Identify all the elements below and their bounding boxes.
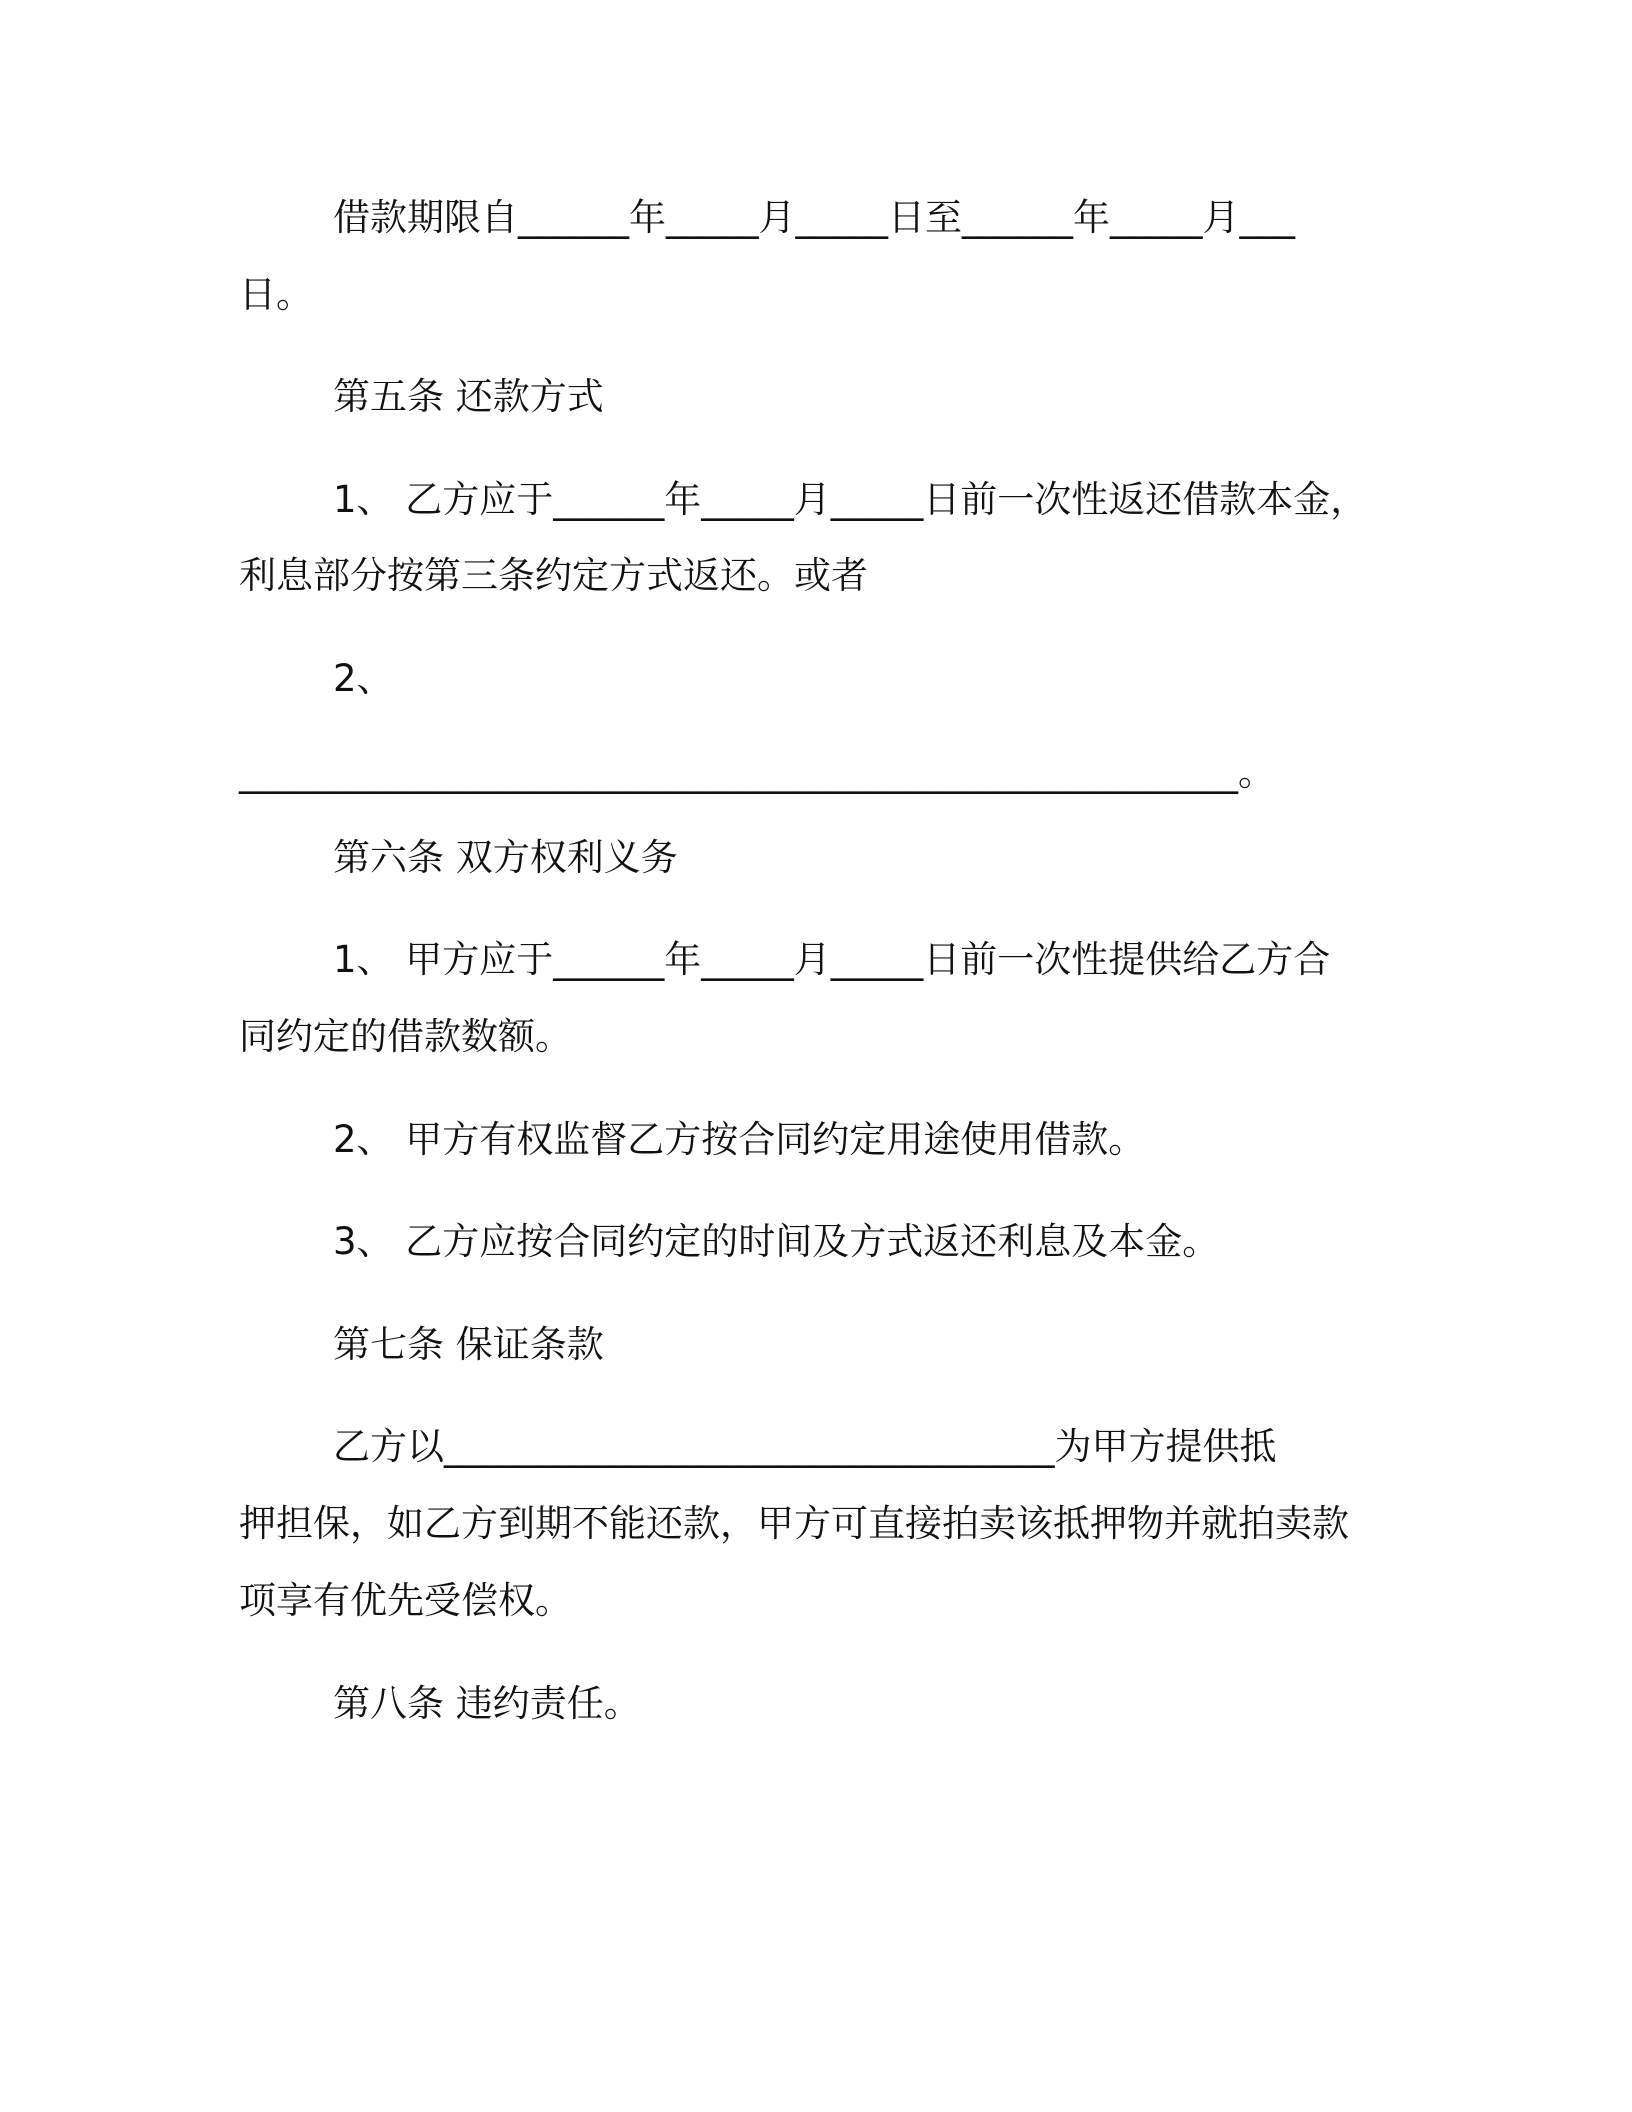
rights-clause-1: 1、 甲方应于______年_____月_____日前一次性提供给乙方合 [333, 938, 1331, 981]
guarantee-clause-cont-1: 押担保，如乙方到期不能还款，甲方可直接拍卖该抵押物并就拍卖款 [239, 1502, 1349, 1545]
rights-clause-3: 3、 乙方应按合同约定的时间及方式返还利息及本金。 [333, 1220, 1220, 1263]
repayment-clause-1-cont: 利息部分按第三条约定方式返还。或者 [239, 554, 868, 597]
repayment-clause-2-blank: ______________________________________________________。 [239, 751, 1275, 794]
article-7-heading: 第七条 保证条款 [333, 1323, 604, 1366]
repayment-clause-1: 1、 乙方应于______年_____月_____日前一次性返还借款本金， [333, 478, 1368, 521]
loan-term-line: 借款期限自______年_____月_____日至______年_____月___ [333, 196, 1295, 239]
guarantee-clause: 乙方以_________________________________为甲方提供抵 [333, 1425, 1277, 1468]
loan-term-line-end: 日。 [239, 273, 313, 316]
repayment-clause-2-number: 2、 [333, 657, 394, 700]
guarantee-clause-cont-2: 项享有优先受偿权。 [239, 1579, 572, 1622]
article-8-heading: 第八条 违约责任。 [333, 1682, 641, 1725]
article-6-heading: 第六条 双方权利义务 [333, 836, 678, 879]
rights-clause-2: 2、 甲方有权监督乙方按合同约定用途使用借款。 [333, 1118, 1146, 1161]
article-5-heading: 第五条 还款方式 [333, 375, 604, 418]
rights-clause-1-cont: 同约定的借款数额。 [239, 1015, 572, 1058]
